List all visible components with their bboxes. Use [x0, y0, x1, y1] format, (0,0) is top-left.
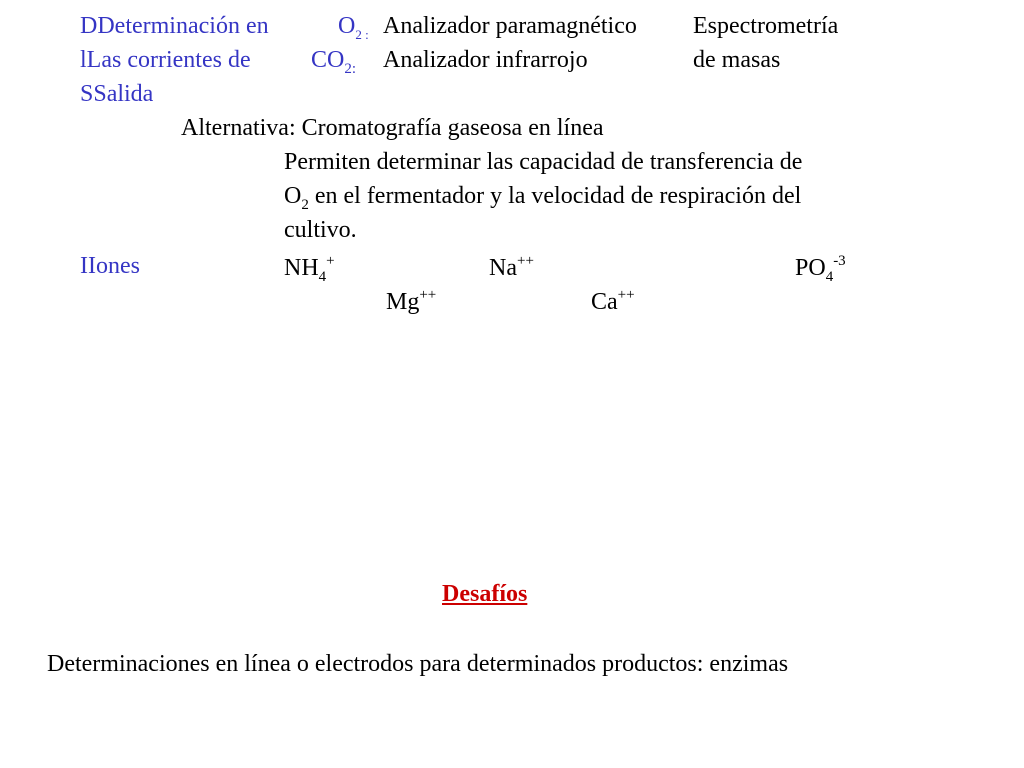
co2-formula-main: CO	[311, 47, 345, 73]
label-determinacion: DDeterminación en	[80, 13, 269, 39]
label-corrientes: lLas corrientes de	[80, 47, 251, 73]
permiten-line1: Permiten determinar las capacidad de transferencia de	[284, 149, 803, 175]
ion-na-sup: ++	[516, 253, 534, 269]
ion-nh4-sup: +	[326, 253, 335, 269]
ion-ca-main: Ca	[591, 289, 618, 315]
ion-na-main: Na	[489, 255, 517, 281]
ion-mg	[386, 288, 436, 314]
ion-mg-sup: ++	[419, 287, 437, 303]
ion-po4-sub: 4	[825, 269, 834, 285]
permiten-line2	[284, 184, 801, 213]
permiten-o2-main: O	[284, 183, 302, 209]
o2-method: Analizador paramagnético	[383, 13, 637, 39]
ion-nh4	[284, 254, 335, 285]
label-iones: IIones	[80, 253, 140, 279]
o2-formula-main: O	[338, 13, 356, 39]
co2-method: Analizador infrarrojo	[383, 47, 588, 73]
desafios-text: Determinaciones en línea o electrodos para determinados productos: enzimas	[47, 651, 789, 677]
ion-ca-sup: ++	[617, 287, 635, 303]
ion-po4-main: PO	[795, 255, 826, 281]
ion-nh4-main: NH	[284, 255, 319, 281]
permiten-line3: cultivo.	[284, 217, 357, 243]
co2-formula	[311, 48, 356, 77]
ion-mg-main: Mg	[386, 289, 420, 315]
label-salida: SSalida	[80, 81, 154, 107]
ion-po4	[795, 254, 846, 285]
ion-ca	[591, 288, 635, 314]
ion-po4-sup: -3	[833, 253, 846, 269]
ion-nh4-sub: 4	[318, 269, 327, 285]
co2-formula-sub: 2:	[344, 61, 357, 77]
alternativa-text: Alternativa: Cromatografía gaseosa en línea	[181, 115, 604, 141]
mass-spec-line1: Espectrometría	[693, 13, 839, 39]
permiten-o2-sub: 2	[301, 197, 309, 213]
ion-na	[489, 254, 534, 280]
o2-formula-sub: 2 :	[355, 27, 369, 42]
mass-spec-line2: de masas	[693, 47, 781, 73]
desafios-title: Desafíos	[442, 581, 528, 607]
permiten-line2-rest: en el fermentador y la velocidad de respiración del	[308, 183, 802, 209]
o2-formula	[338, 14, 369, 41]
